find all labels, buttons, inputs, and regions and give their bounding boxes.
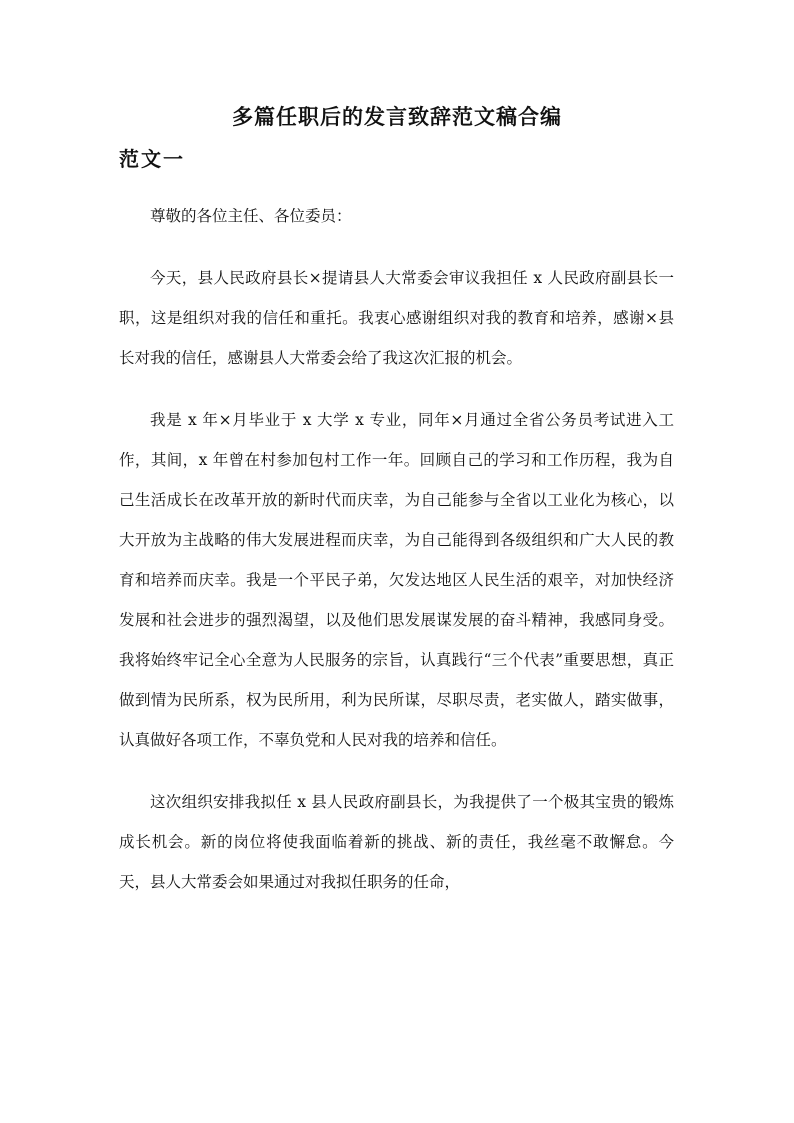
- document-body: [119, 196, 674, 924]
- document-title: 多篇任职后的发言致辞范文稿合编: [232, 104, 562, 129]
- paragraph-2: 我是 x 年×月毕业于 x 大学 x 专业，同年×月通过全省公务员考试进入工作，其间，x 年曾在村参加包村工作一年。回顾自己的学习和工作历程，我为自己生活成长在改革开放的新时代而庆幸，为自己能参与全省以工业化为核心，以大开放为主战略的伟大发展进程而庆幸，为自己能得到各级组织和广大人民的教育和培养而庆幸。我是一个平民子弟，欠发达地区人民生活的艰辛，对加快经济发展和社会进步的强烈渴望，以及他们思发展谋发展的奋斗精神，我感同身受。我将始终牢记全心全意为人民服务的宗旨，认真践行“三个代表”重要思想，真正做到情为民所系，权为民所用，利为民所谋，尽职尽责，老实做人，踏实做事，认真做好各项工作，不辜负党和人民对我的培养和信任。: [119, 411, 674, 749]
- paragraph-1: 今天，县人民政府县长×提请县人大常委会审议我担任 x 人民政府副县长一职，这是组织对我的信任和重托。我衷心感谢组织对我的教育和培养，感谢×县长对我的信任，感谢县人大常委会给了我这次汇报的机会。: [119, 269, 674, 367]
- section-heading: 范文一: [119, 147, 185, 171]
- salutation: 尊敬的各位主任、各位委员：: [150, 207, 352, 225]
- paragraph-3: 这次组织安排我拟任 x 县人民政府副县长，为我提供了一个极其宝贵的锻炼成长机会。新的岗位将使我面临着新的挑战、新的责任，我丝毫不敢懈怠。今天，县人大常委会如果通过对我拟任职务的任命，: [119, 793, 674, 891]
